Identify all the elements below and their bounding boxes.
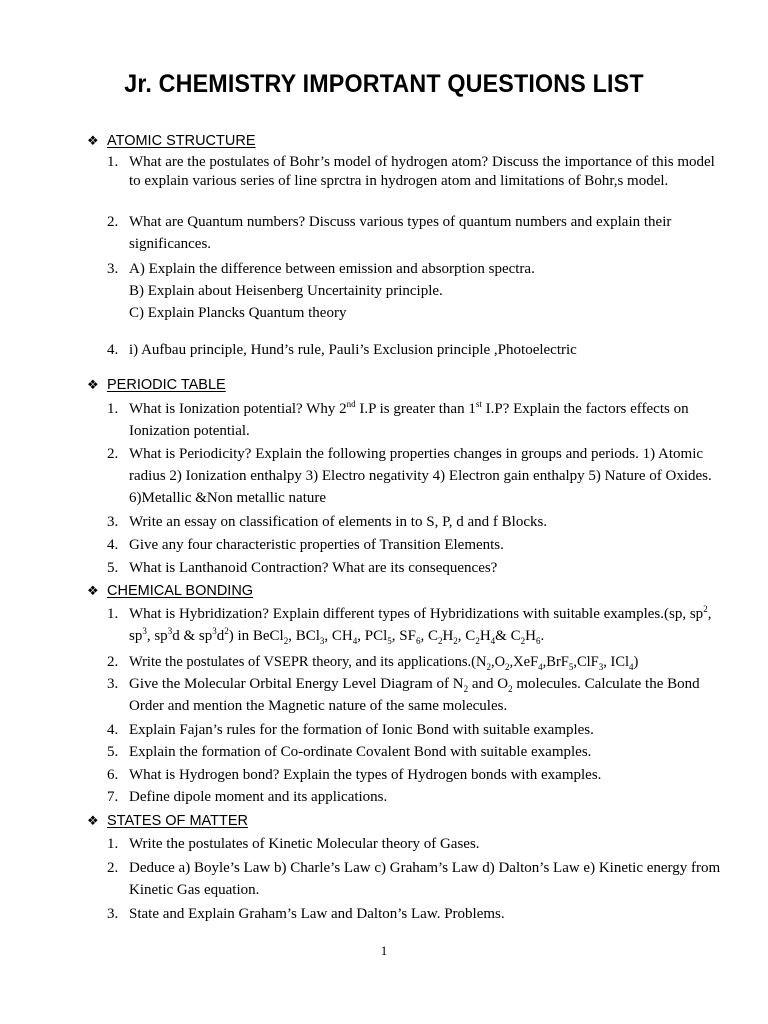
section-heading-periodic-table: ❖ PERIODIC TABLE bbox=[87, 377, 226, 393]
page-number: 1 bbox=[380, 943, 388, 958]
list-item: 2. Deduce a) Boyle’s Law b) Charle’s Law c) Graham’s Law d) Dalton’s Law e) Kinetic energy from Kinetic Gas equation. bbox=[107, 860, 721, 898]
list-item: 5. What is Lanthanoid Contraction? What are its consequences? bbox=[107, 560, 498, 576]
list-item: 1. Write the postulates of Kinetic Molecular theory of Gases. bbox=[107, 836, 480, 852]
list-item: 3. State and Explain Graham’s Law and Dalton’s Law. Problems. bbox=[107, 906, 505, 922]
list-item: 1. What is Hybridization? Explain different types of Hybridizations with suitable examples.(sp, $sp^2$, $sp^3$, $sp^3d$ & $sp^3d^2$) in BeCl$_2$, BCl$_3$, $CH_4$, PCl$_5$, $SF_6$, $C_2H_2$, $C_2H_4\&$ $C_2H_6$. bbox=[107, 604, 712, 646]
section-heading-chemical-bonding: ❖ CHEMICAL BONDING bbox=[87, 583, 254, 599]
list-item: 1. What is Ionization potential? Why 2nd I.P is greater than 1st I.P? Explain the factors effects on Ionization potential. bbox=[107, 399, 689, 439]
section-heading-atomic-structure: ❖ ATOMIC STRUCTURE bbox=[87, 133, 256, 149]
list-item: 2. What is Periodicity? Explain the following properties changes in groups and periods. 1) Atomic radius 2) Ionization enthalpy 3) Electro negativity 4) Electron gain enthalpy 5) Nature of Oxides. 6)Metallic &Non metallic nature bbox=[107, 446, 712, 506]
diamond-bullet-icon: ❖ bbox=[87, 583, 99, 598]
list-item: 3. Give the Molecular Orbital Energy Level Diagram of $N_2$ and $O_2$ molecules. Calculate the Bond Order and mention the Magnetic nature of the same molecules. bbox=[107, 676, 700, 714]
list-item: 2. What are Quantum numbers? Discuss various types of quantum numbers and explain their significances. bbox=[107, 214, 672, 252]
list-item: 6. What is Hydrogen bond? Explain the types of Hydrogen bonds with examples. bbox=[107, 767, 602, 783]
section-heading-states-of-matter: ❖ STATES OF MATTER bbox=[87, 813, 248, 829]
diamond-bullet-icon: ❖ bbox=[87, 377, 99, 392]
page-title: Jr. CHEMISTRY IMPORTANT QUESTIONS LIST bbox=[124, 70, 644, 98]
diamond-bullet-icon: ❖ bbox=[87, 133, 99, 148]
list-item: 1. What are the postulates of Bohr’s model of hydrogen atom? Discuss the importance of this model to explain various series of line sprctra in hydrogen atom and limitations of Bohr,s model. bbox=[107, 154, 715, 189]
list-item: 4. Give any four characteristic properties of Transition Elements. bbox=[107, 537, 504, 553]
diamond-bullet-icon: ❖ bbox=[87, 813, 99, 828]
list-item: 4. Explain Fajan’s rules for the formation of Ionic Bond with suitable examples. bbox=[107, 722, 594, 738]
list-item: 2. Write the postulates of VSEPR theory, and its $applications.(N_2,O_2,XeF_4,BrF_5,ClF_3$, ICl$_4$) bbox=[107, 654, 639, 672]
list-item: 7. Define dipole moment and its applications. bbox=[107, 789, 388, 805]
list-item: 4. i) Aufbau principle, Hund’s rule, Pauli’s Exclusion principle ,Photoelectric bbox=[107, 342, 577, 358]
list-item: 3. A) Explain the difference between emission and absorption spectra. B) Explain about Heisenberg Uncertainity principle. C) Explain Plancks Quantum theory bbox=[107, 261, 535, 321]
list-item: 3. Write an essay on classification of elements in to S, P, d and f Blocks. bbox=[107, 514, 548, 530]
list-item: 5. Explain the formation of Co-ordinate Covalent Bond with suitable examples. bbox=[107, 744, 592, 760]
